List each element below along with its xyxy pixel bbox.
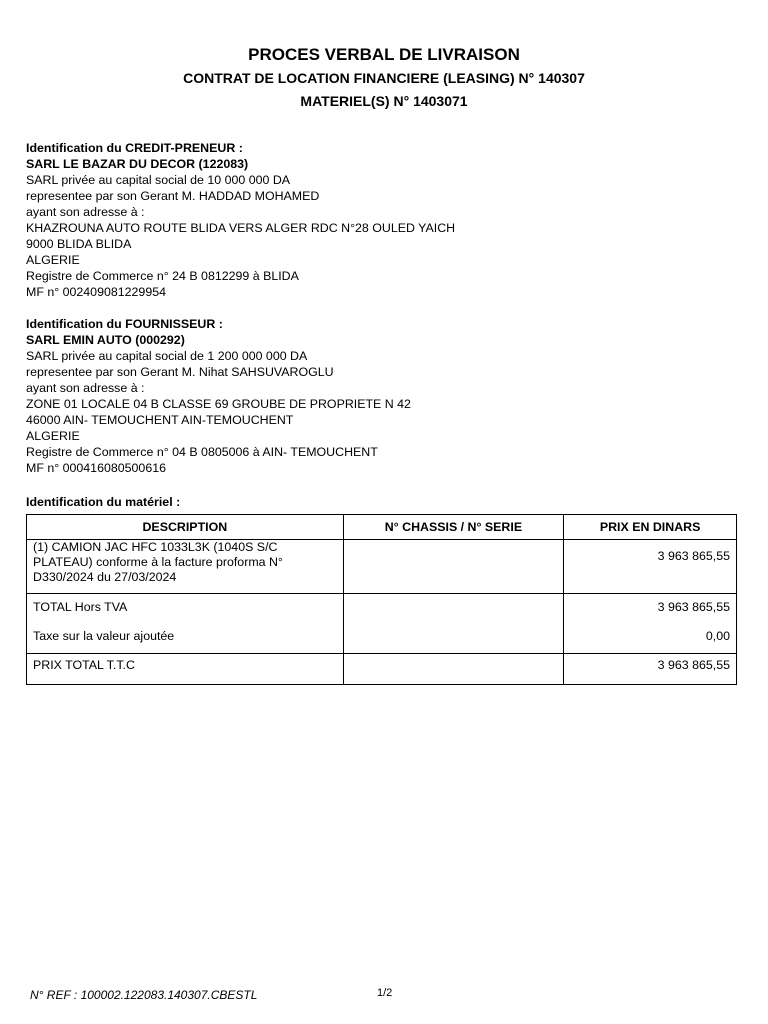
item-description-line: PLATEAU) conforme à la facture proforma N° bbox=[33, 555, 283, 569]
totals-row bbox=[27, 594, 737, 654]
credit-preneur-line: MF n° 002409081229954 bbox=[26, 285, 166, 299]
fournisseur-line: SARL privée au capital social de 1 200 000 000 DA bbox=[26, 349, 308, 363]
materiel-heading: Identification du matériel : bbox=[26, 495, 181, 509]
fournisseur-line: representee par son Gerant M. Nihat SAHSUVAROGLU bbox=[26, 365, 334, 379]
ttc-label: PRIX TOTAL T.T.C bbox=[27, 654, 344, 685]
credit-preneur-section bbox=[26, 140, 746, 300]
fournisseur-line: Registre de Commerce n° 04 B 0805006 à AIN- TEMOUCHENT bbox=[26, 445, 378, 459]
credit-preneur-line: SARL privée au capital social de 10 000 000 DA bbox=[26, 173, 291, 187]
credit-preneur-heading: Identification du CREDIT-PRENEUR : bbox=[26, 141, 243, 155]
fournisseur-section bbox=[26, 316, 746, 476]
total-ht-value: 3 963 865,55 bbox=[657, 600, 730, 614]
table-row bbox=[27, 540, 737, 594]
tva-value: 0,00 bbox=[705, 629, 730, 643]
document-title: PROCES VERBAL DE LIVRAISON bbox=[248, 45, 520, 64]
credit-preneur-line: ayant son adresse à : bbox=[26, 205, 145, 219]
column-header-description: DESCRIPTION bbox=[27, 515, 344, 540]
ttc-row bbox=[27, 654, 737, 685]
fournisseur-line: ALGERIE bbox=[26, 429, 80, 443]
document-header bbox=[0, 44, 768, 112]
fournisseur-heading: Identification du FOURNISSEUR : bbox=[26, 317, 223, 331]
credit-preneur-line: ALGERIE bbox=[26, 253, 80, 267]
page-number: 1/2 bbox=[377, 987, 393, 999]
credit-preneur-line: Registre de Commerce n° 24 B 0812299 à BLIDA bbox=[26, 269, 299, 283]
fournisseur-line: ayant son adresse à : bbox=[26, 381, 145, 395]
fournisseur-line: 46000 AIN- TEMOUCHENT AIN-TEMOUCHENT bbox=[26, 413, 294, 427]
totals-labels bbox=[27, 594, 344, 654]
column-header-chassis: N° CHASSIS / N° SERIE bbox=[343, 515, 564, 540]
materiel-table bbox=[26, 514, 737, 685]
ttc-chassis-cell bbox=[343, 654, 564, 685]
item-description bbox=[27, 540, 344, 594]
fournisseur-name: SARL EMIN AUTO (000292) bbox=[26, 333, 185, 347]
total-ht-label: TOTAL Hors TVA bbox=[33, 600, 128, 614]
fournisseur-line: MF n° 000416080500616 bbox=[26, 461, 166, 475]
item-price: 3 963 865,55 bbox=[564, 540, 737, 594]
ttc-value: 3 963 865,55 bbox=[564, 654, 737, 685]
item-description-line: (1) CAMION JAC HFC 1033L3K (1040S S/C bbox=[33, 540, 278, 554]
item-description-line: D330/2024 du 27/03/2024 bbox=[33, 570, 177, 584]
table-header-row bbox=[27, 515, 737, 540]
credit-preneur-line: KHAZROUNA AUTO ROUTE BLIDA VERS ALGER RDC N°28 OULED YAICH bbox=[26, 221, 456, 235]
tva-label: Taxe sur la valeur ajoutée bbox=[33, 629, 175, 643]
fournisseur-line: ZONE 01 LOCALE 04 B CLASSE 69 GROUBE DE PROPRIETE N 42 bbox=[26, 397, 411, 411]
reference-number: N° REF : 100002.122083.140307.CBESTL bbox=[30, 988, 258, 1002]
contract-number: CONTRAT DE LOCATION FINANCIERE (LEASING) N° 140307 bbox=[183, 70, 585, 86]
totals-chassis-cell bbox=[343, 594, 564, 654]
item-chassis bbox=[343, 540, 564, 594]
column-header-price: PRIX EN DINARS bbox=[564, 515, 737, 540]
credit-preneur-line: 9000 BLIDA BLIDA bbox=[26, 237, 132, 251]
credit-preneur-line: representee par son Gerant M. HADDAD MOHAMED bbox=[26, 189, 320, 203]
materiel-number: MATERIEL(S) N° 1403071 bbox=[300, 93, 468, 109]
credit-preneur-name: SARL LE BAZAR DU DECOR (122083) bbox=[26, 157, 249, 171]
totals-values bbox=[564, 594, 737, 654]
